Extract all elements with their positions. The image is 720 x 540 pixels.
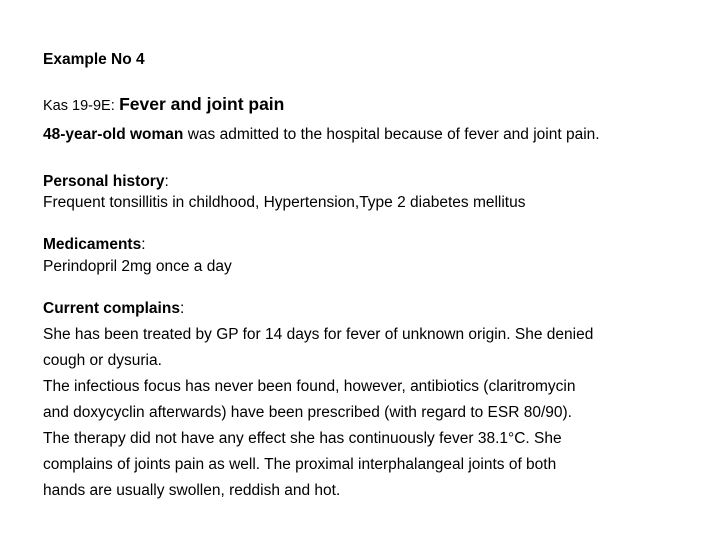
medicaments-label: Medicaments (43, 236, 142, 253)
personal-history-label: Personal history (43, 173, 165, 190)
current-complains-heading (43, 300, 184, 318)
current-complains-label: Current complains (43, 300, 180, 317)
intro-line (43, 126, 600, 144)
medicaments-colon: : (141, 236, 146, 253)
complains-line: hands are usually swollen, reddish and hot. (43, 482, 341, 499)
personal-history-heading (43, 173, 169, 191)
complains-line: The infectious focus has never been found, however, antibiotics (claritromycin (43, 378, 576, 395)
complains-line: cough or dysuria. (43, 352, 162, 369)
intro-rest: was admitted to the hospital because of fever and joint pain. (183, 126, 600, 143)
personal-history-text: Frequent tonsillitis in childhood, Hypertension,Type 2 diabetes mellitus (43, 194, 526, 211)
personal-history-colon: : (164, 173, 169, 190)
complains-line: complains of joints pain as well. The proximal interphalangeal joints of both (43, 456, 557, 473)
intro-bold: 48-year-old woman (43, 126, 184, 143)
case-id: Kas 19-9E: (43, 98, 115, 114)
complains-line: The therapy did not have any effect she has continuously fever 38.1°C. She (43, 430, 562, 447)
current-complains-colon: : (179, 300, 185, 317)
medicaments-heading (43, 236, 146, 254)
medicaments-text: Perindopril 2mg once a day (43, 258, 232, 275)
complains-line: She has been treated by GP for 14 days for fever of unknown origin. She denied (43, 326, 594, 343)
case-title: Fever and joint pain (119, 94, 285, 114)
example-title: Example No 4 (43, 51, 145, 68)
complains-line: and doxycyclin afterwards) have been prescribed (with regard to ESR 80/90). (43, 404, 572, 421)
case-heading (43, 95, 284, 115)
